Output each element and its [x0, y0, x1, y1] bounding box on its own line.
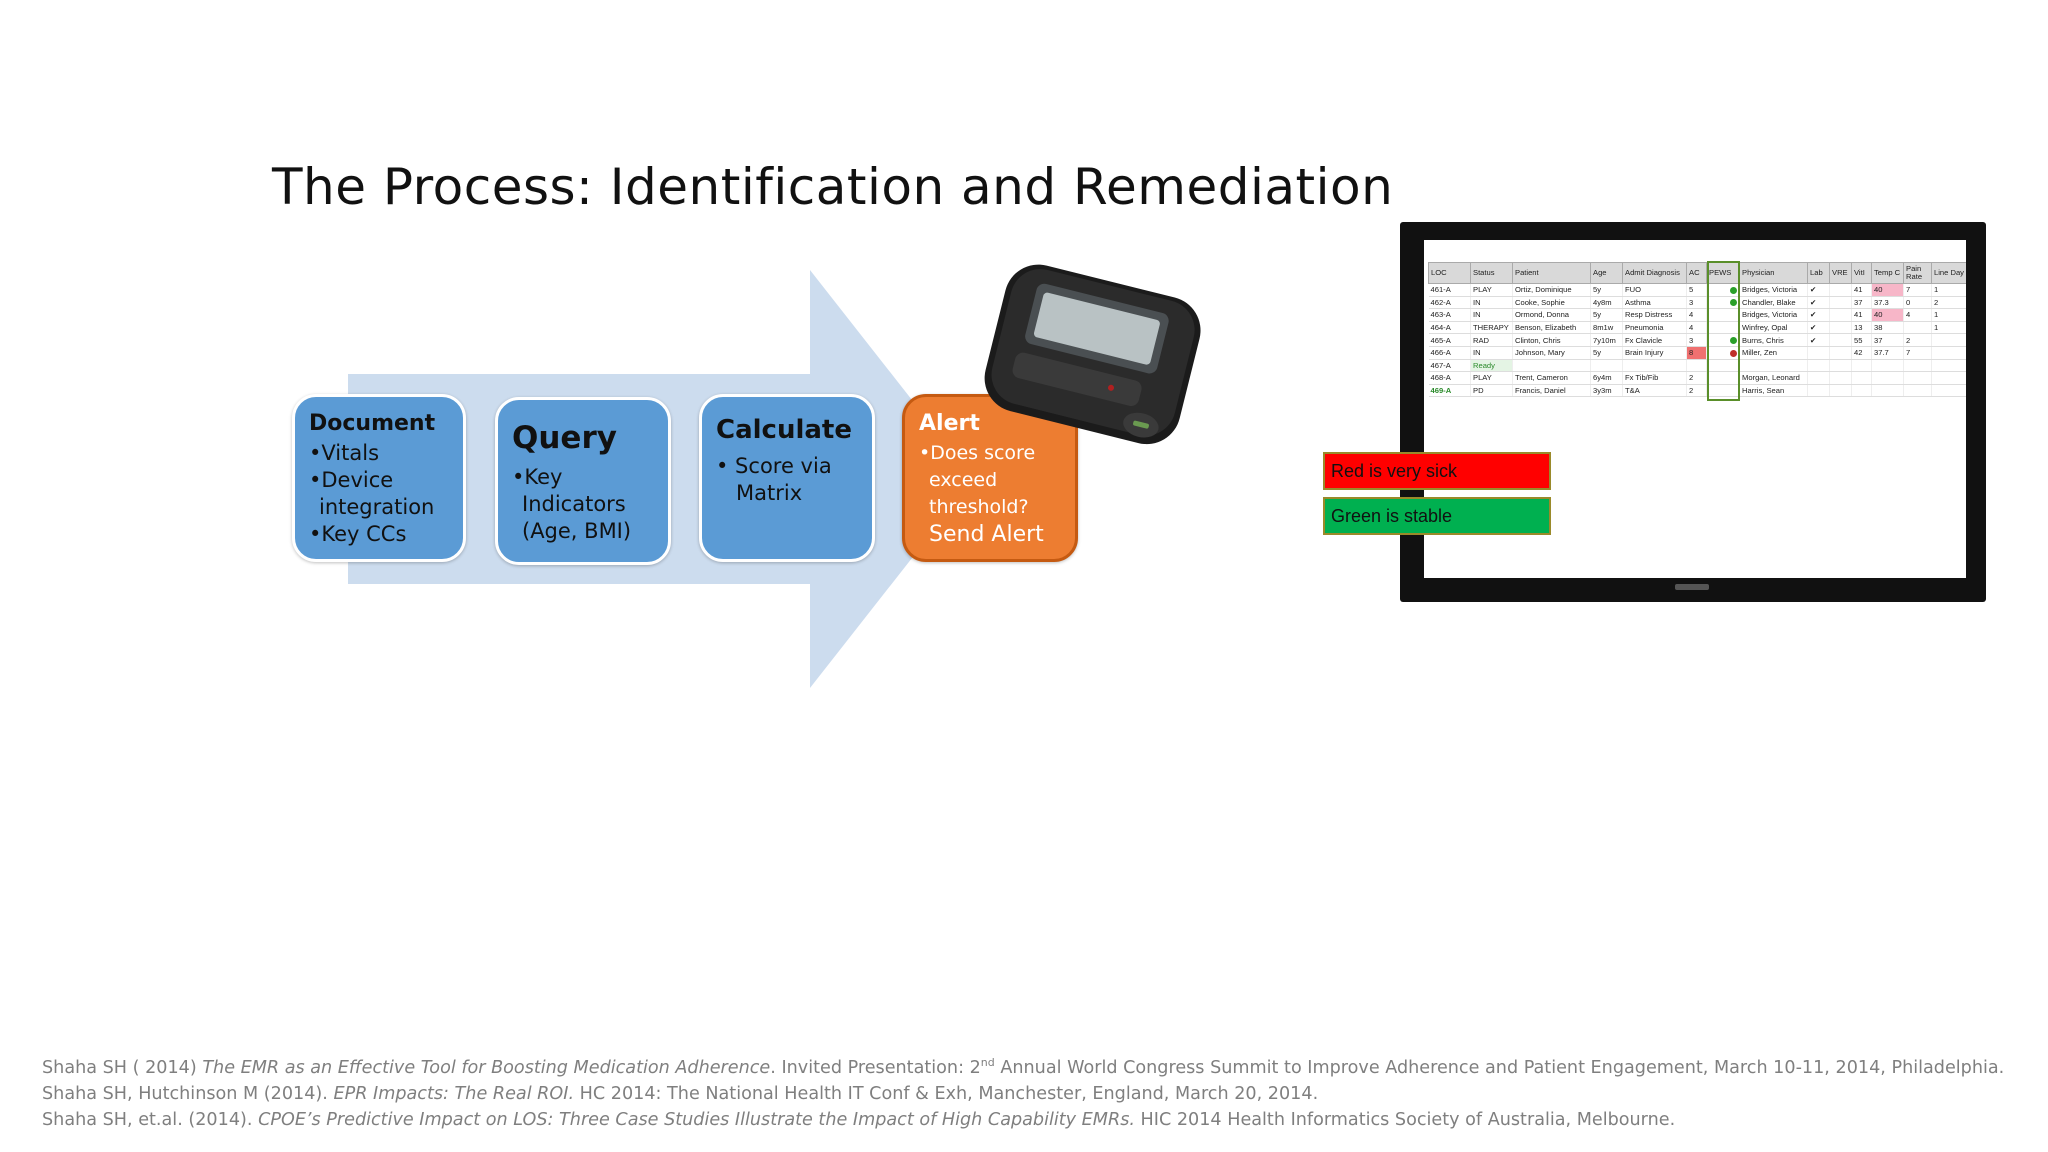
table-cell: [1904, 359, 1932, 372]
step-alert-line: exceed: [929, 469, 998, 491]
legend-very-sick: Red is very sick: [1323, 452, 1551, 490]
table-cell: 8m1w: [1591, 321, 1623, 334]
step-query-line: Indicators: [522, 492, 626, 516]
step-document: [292, 394, 466, 562]
table-cell: [1707, 384, 1740, 397]
table-cell: ✔: [1808, 334, 1830, 347]
table-cell: [1852, 384, 1872, 397]
table-cell: 6y4m: [1591, 372, 1623, 385]
col-header[interactable]: Temp C: [1872, 263, 1904, 284]
col-header[interactable]: AC: [1687, 263, 1707, 284]
table-cell: Clinton, Chris: [1513, 334, 1591, 347]
table-cell: 40: [1872, 309, 1904, 322]
monitor-logo: [1675, 584, 1709, 590]
step-document-line: •Device: [309, 468, 394, 492]
table-cell: 3: [1687, 334, 1707, 347]
step-document-title: Document: [309, 411, 436, 436]
legend-stable: Green is stable: [1323, 497, 1551, 535]
table-cell: Pneumonia: [1623, 321, 1687, 334]
table-cell: 465-A: [1429, 334, 1471, 347]
table-cell: [1808, 359, 1830, 372]
step-query: [495, 397, 671, 565]
table-row[interactable]: [1429, 334, 1967, 347]
table-cell: 38: [1872, 321, 1904, 334]
table-cell: [1808, 372, 1830, 385]
reference-title: The EMR as an Effective Tool for Boosting Medication Adherence: [202, 1057, 771, 1078]
table-cell: [1591, 359, 1623, 372]
table-cell: PLAY: [1471, 372, 1513, 385]
table-cell: 37.3: [1872, 296, 1904, 309]
slide-title: The Process: Identification and Remediation: [272, 158, 1394, 216]
step-alert-line: •Does score: [919, 442, 1036, 464]
table-cell: Asthma: [1623, 296, 1687, 309]
table-row[interactable]: [1429, 296, 1967, 309]
step-calculate-line: • Score via: [716, 454, 832, 478]
table-row[interactable]: [1429, 372, 1967, 385]
table-cell: [1932, 372, 1967, 385]
table-cell: [1707, 309, 1740, 322]
reference-sup: nd: [980, 1056, 995, 1069]
table-cell: [1830, 384, 1852, 397]
table-cell: FUO: [1623, 284, 1687, 297]
table-cell: 37.7: [1872, 346, 1904, 359]
step-query-line: (Age, BMI): [522, 519, 632, 543]
table-cell: Resp Distress: [1623, 309, 1687, 322]
table-cell: ✔: [1808, 309, 1830, 322]
ehr-monitor: [1400, 222, 1986, 602]
table-cell: IN: [1471, 346, 1513, 359]
table-row[interactable]: [1429, 284, 1967, 297]
table-cell: ✔: [1808, 296, 1830, 309]
table-cell: Benson, Elizabeth: [1513, 321, 1591, 334]
table-cell: 463-A: [1429, 309, 1471, 322]
table-cell: 8: [1687, 346, 1707, 359]
table-cell: IN: [1471, 296, 1513, 309]
table-row[interactable]: [1429, 384, 1967, 397]
table-cell: [1707, 346, 1740, 359]
table-cell: [1808, 384, 1830, 397]
col-header[interactable]: LOC: [1429, 263, 1471, 284]
reference-suffix: HC 2014: The National Health IT Conf & Exh, Manchester, England, March 20, 2014.: [574, 1083, 1319, 1104]
table-cell: 5y: [1591, 309, 1623, 322]
references: [42, 1050, 2032, 1133]
table-cell: Fx Clavicle: [1623, 334, 1687, 347]
table-cell: 42: [1852, 346, 1872, 359]
table-cell: 5y: [1591, 346, 1623, 359]
table-cell: IN: [1471, 309, 1513, 322]
table-cell: 4: [1687, 321, 1707, 334]
table-cell: [1932, 334, 1967, 347]
step-document-line: integration: [319, 495, 435, 519]
table-cell: 2: [1904, 334, 1932, 347]
table-cell: Winfrey, Opal: [1740, 321, 1808, 334]
table-cell: 467-A: [1429, 359, 1471, 372]
reference-middle: . Invited Presentation: 2: [770, 1057, 981, 1078]
table-cell: 7y10m: [1591, 334, 1623, 347]
table-cell: [1707, 359, 1740, 372]
table-cell: 5y: [1591, 284, 1623, 297]
table-cell: 3y3m: [1591, 384, 1623, 397]
ehr-patient-table: [1428, 262, 1966, 397]
col-header[interactable]: PEWS: [1707, 263, 1740, 284]
step-calculate-title: Calculate: [716, 415, 852, 445]
col-header[interactable]: Admit Diagnosis: [1623, 263, 1687, 284]
table-cell: 41: [1852, 284, 1872, 297]
table-cell: 7: [1904, 284, 1932, 297]
col-header[interactable]: Line Day: [1932, 263, 1967, 284]
table-cell: [1808, 346, 1830, 359]
table-cell: [1707, 296, 1740, 309]
table-cell: 55: [1852, 334, 1872, 347]
table-cell: Cooke, Sophie: [1513, 296, 1591, 309]
table-cell: Chandler, Blake: [1740, 296, 1808, 309]
table-cell: [1830, 346, 1852, 359]
reference-prefix: Shaha SH ( 2014): [42, 1057, 203, 1078]
table-cell: Burns, Chris: [1740, 334, 1808, 347]
pews-green-dot-icon: [1730, 287, 1737, 294]
table-cell: 4y8m: [1591, 296, 1623, 309]
table-cell: Trent, Cameron: [1513, 372, 1591, 385]
table-cell: [1852, 359, 1872, 372]
table-cell: Ormond, Donna: [1513, 309, 1591, 322]
pager-icon: [970, 252, 1220, 462]
table-cell: Ready: [1471, 359, 1513, 372]
table-cell: [1707, 321, 1740, 334]
table-cell: 0: [1904, 296, 1932, 309]
table-cell: [1932, 346, 1967, 359]
table-row[interactable]: [1429, 346, 1967, 359]
ehr-table-body: [1429, 284, 1967, 397]
table-cell: Bridges, Victoria: [1740, 309, 1808, 322]
table-cell: [1830, 309, 1852, 322]
table-cell: Harris, Sean: [1740, 384, 1808, 397]
table-cell: Miller, Zen: [1740, 346, 1808, 359]
table-cell: PD: [1471, 384, 1513, 397]
table-cell: [1904, 384, 1932, 397]
pews-green-dot-icon: [1730, 337, 1737, 344]
step-alert-title: Alert: [919, 411, 980, 436]
table-cell: 37: [1872, 334, 1904, 347]
reference-title: CPOE’s Predictive Impact on LOS: Three Case Studies Illustrate the Impact of High Capability EMRs.: [258, 1109, 1135, 1130]
table-cell: Johnson, Mary: [1513, 346, 1591, 359]
reference-prefix: Shaha SH, Hutchinson M (2014).: [42, 1083, 334, 1104]
reference-suffix: Annual World Congress Summit to Improve Adherence and Patient Engagement, March 10-11, 2014, Philadelphia.: [994, 1057, 2005, 1078]
table-cell: Morgan, Leonard: [1740, 372, 1808, 385]
table-cell: [1830, 359, 1852, 372]
table-cell: Bridges, Victoria: [1740, 284, 1808, 297]
table-cell: T&A: [1623, 384, 1687, 397]
table-cell: [1707, 334, 1740, 347]
col-header[interactable]: VRE: [1830, 263, 1852, 284]
table-cell: [1830, 372, 1852, 385]
step-document-line: •Key CCs: [309, 522, 407, 546]
table-cell: ✔: [1808, 284, 1830, 297]
table-cell: RAD: [1471, 334, 1513, 347]
pews-red-dot-icon: [1730, 350, 1737, 357]
table-cell: 3: [1687, 296, 1707, 309]
table-cell: [1872, 372, 1904, 385]
step-query-title: Query: [512, 420, 617, 456]
table-cell: 464-A: [1429, 321, 1471, 334]
table-cell: Brain Injury: [1623, 346, 1687, 359]
step-document-line: •Vitals: [309, 441, 380, 465]
step-query-line: •Key: [512, 465, 563, 489]
col-header[interactable]: Lab: [1808, 263, 1830, 284]
table-cell: 468-A: [1429, 372, 1471, 385]
step-calculate: [699, 394, 875, 562]
step-alert-line: threshold?: [929, 496, 1029, 518]
col-header[interactable]: Age: [1591, 263, 1623, 284]
col-header[interactable]: VitI: [1852, 263, 1872, 284]
table-cell: [1513, 359, 1591, 372]
pews-green-dot-icon: [1730, 299, 1737, 306]
table-cell: 466-A: [1429, 346, 1471, 359]
table-cell: 1: [1932, 284, 1967, 297]
table-cell: 2: [1932, 296, 1967, 309]
table-cell: [1852, 372, 1872, 385]
ehr-header-row: [1429, 263, 1967, 284]
table-cell: Ortiz, Dominique: [1513, 284, 1591, 297]
step-alert-action: Send Alert: [929, 522, 1044, 547]
reference-item: [42, 1050, 2032, 1081]
table-cell: [1707, 372, 1740, 385]
table-cell: 5: [1687, 284, 1707, 297]
table-cell: THERAPY: [1471, 321, 1513, 334]
table-cell: [1932, 384, 1967, 397]
table-cell: 1: [1932, 309, 1967, 322]
table-row[interactable]: [1429, 309, 1967, 322]
table-cell: [1830, 296, 1852, 309]
table-cell: 7: [1904, 346, 1932, 359]
table-cell: [1687, 359, 1707, 372]
table-cell: 2: [1687, 372, 1707, 385]
table-cell: 462-A: [1429, 296, 1471, 309]
table-cell: 13: [1852, 321, 1872, 334]
table-cell: 2: [1687, 384, 1707, 397]
table-cell: [1740, 359, 1808, 372]
table-cell: 469-A: [1429, 384, 1471, 397]
table-cell: [1872, 359, 1904, 372]
reference-item: [42, 1081, 2032, 1107]
table-cell: [1830, 284, 1852, 297]
table-cell: Fx Tib/Fib: [1623, 372, 1687, 385]
table-row[interactable]: [1429, 321, 1967, 334]
table-cell: [1707, 284, 1740, 297]
table-cell: 4: [1904, 309, 1932, 322]
table-cell: 37: [1852, 296, 1872, 309]
table-cell: ✔: [1808, 321, 1830, 334]
table-cell: [1830, 321, 1852, 334]
table-cell: 40: [1872, 284, 1904, 297]
table-cell: PLAY: [1471, 284, 1513, 297]
table-cell: 41: [1852, 309, 1872, 322]
col-header[interactable]: Status: [1471, 263, 1513, 284]
table-cell: Francis, Daniel: [1513, 384, 1591, 397]
table-cell: [1904, 321, 1932, 334]
table-cell: [1623, 359, 1687, 372]
reference-suffix: HIC 2014 Health Informatics Society of Australia, Melbourne.: [1134, 1109, 1676, 1130]
table-cell: 461-A: [1429, 284, 1471, 297]
table-row[interactable]: [1429, 359, 1967, 372]
table-cell: 4: [1687, 309, 1707, 322]
col-header[interactable]: Patient: [1513, 263, 1591, 284]
reference-title: EPR Impacts: The Real ROI.: [333, 1083, 575, 1104]
table-cell: [1872, 384, 1904, 397]
reference-item: [42, 1107, 2032, 1133]
table-cell: [1904, 372, 1932, 385]
table-cell: 1: [1932, 321, 1967, 334]
col-header[interactable]: Physician: [1740, 263, 1808, 284]
reference-prefix: Shaha SH, et.al. (2014).: [42, 1109, 259, 1130]
step-calculate-line: Matrix: [736, 481, 803, 505]
table-cell: [1830, 334, 1852, 347]
col-header[interactable]: Pain Rate: [1904, 263, 1932, 284]
table-cell: [1932, 359, 1967, 372]
